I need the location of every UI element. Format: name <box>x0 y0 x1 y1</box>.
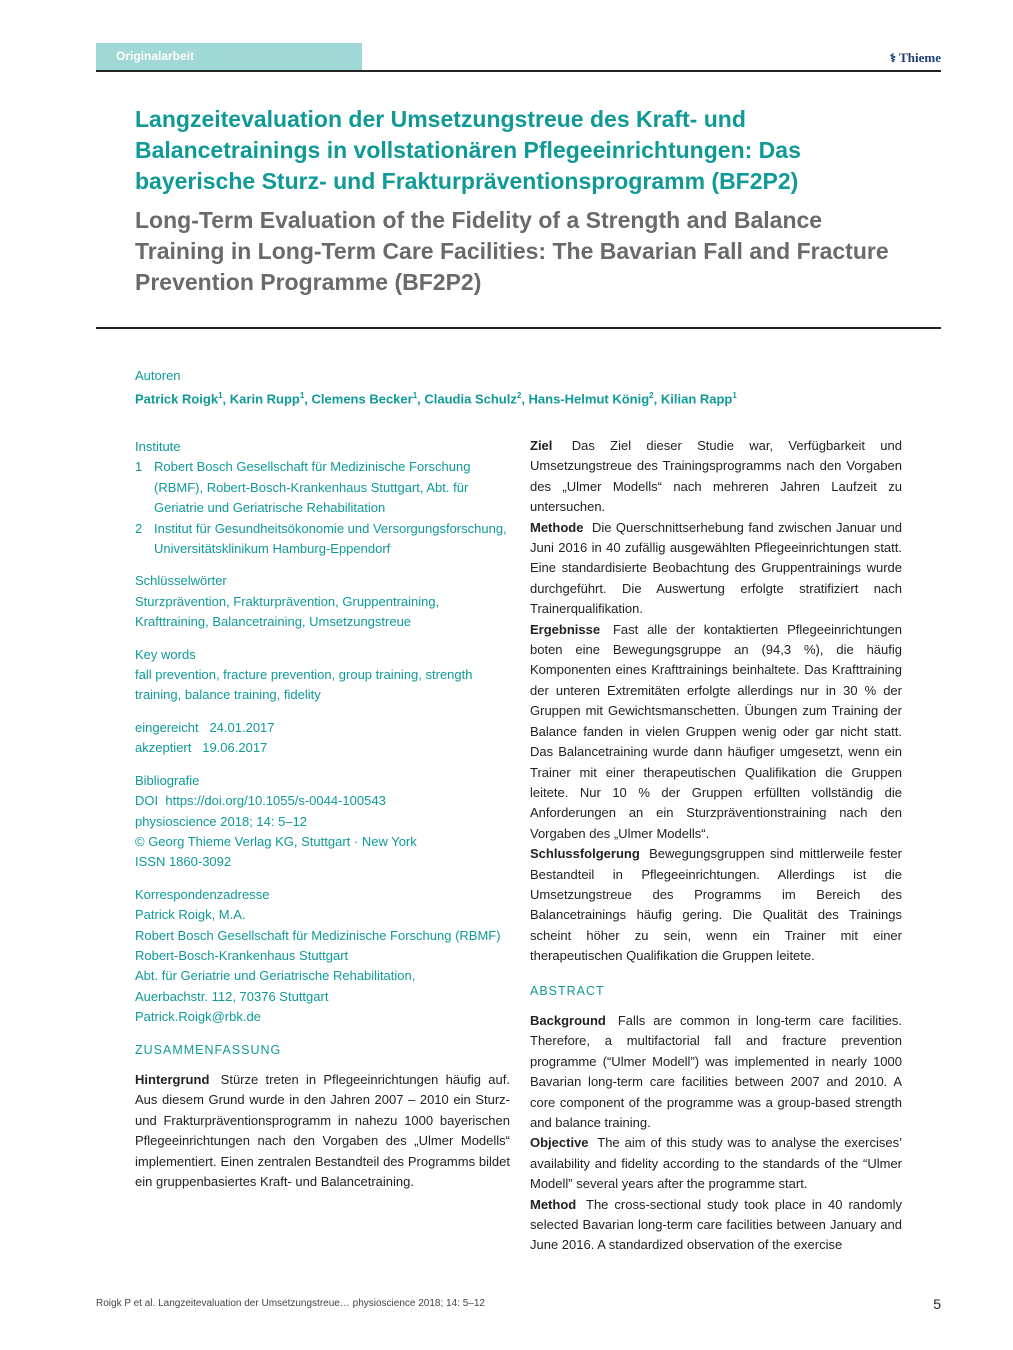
bibliography-label: Bibliografie <box>135 772 200 788</box>
institute-text: Institut für Gesundheitsökonomie und Versorgungsforschung, Universitätsklinikum Hamburg-Eppendorf <box>154 520 507 557</box>
title-divider <box>96 327 941 329</box>
zusammenfassung-ergebnisse <box>530 620 902 844</box>
zusammenfassung-heading: ZUSAMMENFASSUNG <box>135 1042 282 1057</box>
correspondence-email[interactable]: Patrick.Roigk@rbk.de <box>135 1009 261 1025</box>
doi-label: DOI <box>135 793 159 809</box>
methode-text: Die Querschnittserhebung fand zwischen Januar und Juni 2016 in 40 zufällig ausgewählten Pflegeeinrichtungen statt. Eine standardisierte Beobachtung des Gruppentrainings wurde durchgeführt. Die Auswertung erfolgte stratifiziert nach Trainerqualifikation. <box>530 519 902 617</box>
doi-row <box>135 791 510 811</box>
correspondence-line: Patrick Roigk, M.A. <box>135 907 246 923</box>
author-affiliation-sup: 2 <box>516 391 522 400</box>
author-affiliation-sup: 1 <box>412 391 418 400</box>
correspondence-line: Abt. für Geriatrie und Geriatrische Rehabilitation, <box>135 968 416 984</box>
author-separator: , <box>222 391 230 407</box>
header-divider <box>96 70 941 72</box>
author-affiliation-sup: 1 <box>299 391 305 400</box>
title-german: Langzeitevaluation der Umsetzungstreue des Kraft- und Balancetrainings in vollstationären Pflegeeinrichtungen: Das bayerische Sturz- und Frakturpräventionsprogramm (BF2P2) <box>135 106 801 194</box>
keywords-de-section <box>135 571 510 632</box>
abstract-background <box>530 1011 902 1133</box>
accepted-date: 19.06.2017 <box>202 740 268 756</box>
ziel-label: Ziel <box>530 438 553 453</box>
hintergrund-label: Hintergrund <box>135 1071 210 1087</box>
copyright: © Georg Thieme Verlag KG, Stuttgart · New York <box>135 833 417 849</box>
authors-label: Autoren <box>135 368 181 383</box>
author-affiliation-sup: 1 <box>732 391 737 400</box>
ziel-text: Das Ziel dieser Studie war, Verfügbarkeit und Umsetzungstreue des Trainingsprogramms nach den Vorgaben des „Ulmer Modells“ nach mehreren Jahren Laufzeit zu untersuchen. <box>530 438 902 515</box>
thieme-emblem-icon: ⚕ <box>889 51 897 65</box>
author-separator: , <box>521 391 529 407</box>
right-column <box>530 436 902 1256</box>
accepted-row <box>135 738 510 758</box>
correspondence-label: Korrespondenzadresse <box>135 886 270 902</box>
author-name: Patrick Roigk <box>135 391 219 407</box>
left-column <box>135 437 510 1192</box>
authors-list <box>135 386 915 409</box>
author-affiliation-sup: 1 <box>218 391 223 400</box>
institute-item <box>135 457 510 518</box>
method-text: The cross-sectional study took place in 40 randomly selected Bavarian long-term care facilities between January and June 2016. A standardized observation of the exercise <box>530 1196 902 1253</box>
zusammenfassung-ziel <box>530 436 902 518</box>
institute-number: 2 <box>135 520 143 536</box>
background-label: Background <box>530 1012 606 1028</box>
abstract-objective <box>530 1133 902 1194</box>
keywords-en-label: Key words <box>135 646 196 662</box>
objective-label: Objective <box>530 1135 589 1151</box>
issn: ISSN 1860-3092 <box>135 854 232 870</box>
keywords-de-label: Schlüsselwörter <box>135 573 227 589</box>
institute-number: 1 <box>135 459 143 475</box>
received-date: 24.01.2017 <box>209 719 275 735</box>
abstract-heading: ABSTRACT <box>530 983 605 998</box>
institute-item <box>135 519 510 560</box>
received-row <box>135 718 510 738</box>
zusammenfassung-schlussfolgerung <box>530 844 902 966</box>
schlussfolgerung-text: Bewegungsgruppen sind mittlerweile fester Bestandteil in Pflegeeinrichtungen. Allerdings ist die Umsetzungstreue des Programms im Bereich des Balancetrainings häufig gering. Die Qualität des Trainings scheint höher zu sein, wenn ein Trainer mit einer therapeutischen Qualifikation die Gruppen leitete. <box>530 846 902 964</box>
citation: physioscience 2018; 14: 5–12 <box>135 813 308 829</box>
hintergrund-text: Stürze treten in Pflegeeinrichtungen häufig auf. Aus diesem Grund wurde in den Jahren 2007 – 2010 ein Sturz- und Frakturpräventionsprogramm in nahezu 1000 bayerischen Pflegeeinrichtungen nach den Vorgaben des „Ulmer Modells“ implementiert. Einen zentralen Bestandteil des Programms bildet ein gruppenbasiertes Kraft- und Balancetraining. <box>135 1071 510 1189</box>
method-label: Method <box>530 1196 577 1212</box>
objective-text: The aim of this study was to analyse the exercises’ availability and fidelity according to the standards of the “Ulmer Modell” several years after the programme start. <box>530 1135 902 1192</box>
correspondence-line: Robert Bosch Gesellschaft für Medizinische Forschung (RBMF) <box>135 927 501 943</box>
keywords-en-text: fall prevention, fracture prevention, group training, strength training, balance training, fidelity <box>135 667 473 703</box>
zusammenfassung-hintergrund <box>135 1070 510 1192</box>
author-name: Claudia Schulz <box>424 391 517 407</box>
ergebnisse-text: Fast alle der kontaktierten Pflegeeinrichtungen boten eine Bewegungsgruppe an (94,3 %), die häufig Komponenten eines Krafttrainings beinhaltete. Das Krafttraining der unteren Extremitäten erfolgte allerdings nur in 30 % der Gruppen mit Gewichtsmanschetten. Übungen zum Training der Balance fanden in vielen Gruppen wenig oder gar nicht statt. Das Balancetraining wurde dann häufiger umgesetzt, wenn ein Trainer mit einer therapeutischen Qualifikation die Gruppen leitete. Nur 10 % der Gruppen erfüllten vollständig die Anforderungen an ein Sturzpräventionstraining nach den Vorgaben des „Ulmer Modells“. <box>530 621 902 841</box>
abstract-method <box>530 1195 902 1256</box>
schlussfolgerung-label: Schlussfolgerung <box>530 846 640 862</box>
received-label: eingereicht <box>135 719 199 735</box>
author-name: Kilian Rapp <box>660 391 733 407</box>
author-name: Hans-Helmut König <box>528 391 650 407</box>
author-separator: , <box>653 391 661 407</box>
ergebnisse-label: Ergebnisse <box>530 621 601 637</box>
authors-section <box>135 366 915 409</box>
running-footer: Roigk P et al. Langzeitevaluation der Umsetzungstreue… physioscience 2018; 14: 5–12 <box>96 1298 485 1309</box>
institutes-section <box>135 437 510 559</box>
background-text: Falls are common in long-term care facilities. Therefore, a multifactorial fall and fracture prevention programme (“Ulmer Modell”) was implemented in nearly 1000 Bavarian long-term care facilities between 2007 and 2010. A core component of the programme was a group-based strength and balance training. <box>530 1012 902 1130</box>
title-english: Long-Term Evaluation of the Fidelity of a Strength and Balance Training in Long-Term Care Facilities: The Bavarian Fall and Fracture Prevention Programme (BF2P2) <box>135 207 889 295</box>
accepted-label: akzeptiert <box>135 740 192 756</box>
keywords-en-section <box>135 645 510 706</box>
author-separator: , <box>304 391 312 407</box>
publisher-name: Thieme <box>899 50 941 65</box>
correspondence-line: Auerbachstr. 112, 70376 Stuttgart <box>135 988 329 1004</box>
dates-section <box>135 718 510 759</box>
zusammenfassung-methode <box>530 518 902 620</box>
author-name: Clemens Becker <box>311 391 413 407</box>
methode-label: Methode <box>530 519 584 535</box>
publisher-logo <box>890 50 941 66</box>
author-separator: , <box>417 391 425 407</box>
correspondence-section <box>135 885 510 1028</box>
author-affiliation-sup: 2 <box>649 391 654 400</box>
institutes-label: Institute <box>135 439 181 454</box>
correspondence-line: Robert-Bosch-Krankenhaus Stuttgart <box>135 947 349 963</box>
page-number: 5 <box>933 1296 941 1312</box>
institute-text: Robert Bosch Gesellschaft für Medizinische Forschung (RBMF), Robert-Bosch-Krankenhaus Stuttgart, Abt. für Geriatrie und Geriatrische Rehabilitation <box>154 459 471 516</box>
doi-link[interactable]: https://doi.org/10.1055/s-0044-100543 <box>165 793 386 809</box>
author-name: Karin Rupp <box>229 391 300 407</box>
bibliography-section <box>135 771 510 873</box>
section-label: Originalarbeit <box>96 43 362 70</box>
keywords-de-text: Sturzprävention, Frakturprävention, Gruppentraining, Krafttraining, Balancetraining, Umsetzungstreue <box>135 593 440 630</box>
